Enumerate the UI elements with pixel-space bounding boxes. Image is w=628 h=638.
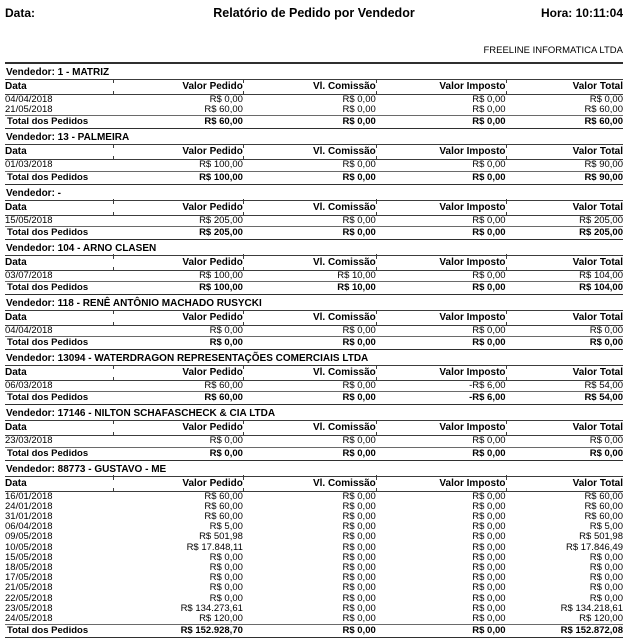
value-cell: R$ 60,00 bbox=[584, 511, 623, 523]
value-cell: R$ 0,00 bbox=[589, 562, 623, 574]
table-header-row bbox=[5, 255, 623, 270]
value-cell: R$ 0,00 bbox=[589, 94, 623, 105]
column-header: Valor Total bbox=[506, 421, 623, 436]
value-cell: R$ 0,00 bbox=[209, 94, 243, 105]
orders-table bbox=[5, 79, 623, 129]
total-value: R$ 54,00 bbox=[506, 392, 623, 405]
total-value: R$ 100,00 bbox=[113, 171, 243, 184]
company-name: FREELINE INFORMATICA LTDA bbox=[483, 45, 623, 56]
value-cell: R$ 60,00 bbox=[584, 490, 623, 502]
value-cell: R$ 0,00 bbox=[342, 521, 376, 533]
vendor-section bbox=[5, 352, 623, 405]
column-header: Valor Imposto bbox=[376, 80, 506, 95]
value-cell: R$ 0,00 bbox=[472, 94, 506, 105]
value-cell: R$ 501,98 bbox=[579, 531, 623, 543]
value-cell: R$ 60,00 bbox=[584, 104, 623, 116]
total-value: R$ 0,00 bbox=[243, 447, 376, 460]
date-cell: 04/04/2018 bbox=[5, 94, 53, 105]
table-row bbox=[5, 522, 623, 532]
column-header: Data bbox=[5, 145, 113, 160]
column-header: Valor Pedido bbox=[113, 80, 243, 95]
value-cell: R$ 0,00 bbox=[472, 613, 506, 625]
value-cell: R$ 0,00 bbox=[472, 500, 506, 512]
vendor-label: Vendedor: - bbox=[6, 187, 62, 199]
sections-container bbox=[5, 66, 623, 638]
value-cell: R$ 60,00 bbox=[204, 511, 243, 523]
value-cell: R$ 60,00 bbox=[584, 500, 623, 512]
vendor-label: Vendedor: 118 - RENÊ ANTÔNIO MACHADO RUSYCKI bbox=[6, 298, 262, 310]
value-cell: R$ 0,00 bbox=[209, 551, 243, 563]
total-value: R$ 152.928,70 bbox=[113, 625, 243, 638]
total-value: R$ 90,00 bbox=[506, 171, 623, 184]
date-cell: 21/05/2018 bbox=[5, 582, 53, 594]
value-cell: R$ 17.846,49 bbox=[565, 541, 623, 553]
table-row bbox=[5, 436, 623, 447]
value-cell: R$ 0,00 bbox=[472, 435, 506, 447]
column-header: Data bbox=[5, 311, 113, 326]
value-cell: R$ 0,00 bbox=[589, 592, 623, 604]
table-row bbox=[5, 105, 623, 116]
value-cell: R$ 5,00 bbox=[589, 521, 623, 533]
value-cell: R$ 17.848,11 bbox=[186, 541, 243, 553]
value-cell: R$ 0,00 bbox=[342, 214, 376, 226]
value-cell: R$ 0,00 bbox=[589, 325, 623, 337]
table-row bbox=[5, 614, 623, 625]
column-header: Valor Pedido bbox=[113, 311, 243, 326]
value-cell: R$ 0,00 bbox=[589, 435, 623, 447]
total-row bbox=[5, 447, 623, 460]
value-cell: R$ 0,00 bbox=[472, 490, 506, 502]
total-value: R$ 0,00 bbox=[243, 392, 376, 405]
total-value: R$ 0,00 bbox=[113, 337, 243, 350]
column-header: Valor Imposto bbox=[376, 200, 506, 215]
value-cell: R$ 0,00 bbox=[342, 562, 376, 574]
value-cell: R$ 0,00 bbox=[472, 159, 506, 171]
total-label: Total dos Pedidos bbox=[5, 171, 113, 184]
vendor-section bbox=[5, 407, 623, 460]
date-cell: 16/01/2018 bbox=[5, 490, 53, 502]
table-header-row bbox=[5, 200, 623, 215]
value-cell: R$ 100,00 bbox=[199, 159, 243, 171]
value-cell: R$ 0,00 bbox=[342, 582, 376, 594]
orders-table bbox=[5, 255, 623, 295]
value-cell: -R$ 6,00 bbox=[469, 380, 506, 392]
vendor-section bbox=[5, 66, 623, 129]
value-cell: R$ 60,00 bbox=[204, 500, 243, 512]
orders-table bbox=[5, 200, 623, 240]
table-row bbox=[5, 491, 623, 502]
value-cell: R$ 0,00 bbox=[472, 214, 506, 226]
value-cell: R$ 0,00 bbox=[472, 592, 506, 604]
date-cell: 09/05/2018 bbox=[5, 531, 53, 543]
total-value: R$ 0,00 bbox=[376, 282, 506, 295]
total-value: R$ 0,00 bbox=[243, 116, 376, 129]
total-value: R$ 100,00 bbox=[113, 282, 243, 295]
column-header: Valor Total bbox=[506, 255, 623, 270]
value-cell: R$ 120,00 bbox=[199, 613, 243, 625]
orders-table bbox=[5, 420, 623, 460]
date-cell: 24/01/2018 bbox=[5, 500, 53, 512]
vendor-section bbox=[5, 131, 623, 184]
value-cell: R$ 0,00 bbox=[472, 562, 506, 574]
column-header: Valor Total bbox=[506, 311, 623, 326]
date-label: Data: bbox=[5, 6, 36, 20]
total-row bbox=[5, 116, 623, 129]
total-label: Total dos Pedidos bbox=[5, 282, 113, 295]
header-divider bbox=[5, 62, 623, 64]
column-header: Valor Imposto bbox=[376, 311, 506, 326]
total-value: R$ 60,00 bbox=[113, 116, 243, 129]
total-value: R$ 10,00 bbox=[243, 282, 376, 295]
date-cell: 04/04/2018 bbox=[5, 325, 53, 337]
column-header: Data bbox=[5, 476, 113, 491]
value-cell: R$ 0,00 bbox=[342, 159, 376, 171]
value-cell: R$ 0,00 bbox=[342, 531, 376, 543]
value-cell: R$ 0,00 bbox=[472, 521, 506, 533]
total-value: R$ 0,00 bbox=[376, 447, 506, 460]
vendor-section bbox=[5, 242, 623, 295]
table-row bbox=[5, 543, 623, 553]
value-cell: R$ 0,00 bbox=[342, 551, 376, 563]
value-cell: R$ 0,00 bbox=[472, 572, 506, 584]
column-header: Data bbox=[5, 421, 113, 436]
orders-table bbox=[5, 365, 623, 405]
vendor-label: Vendedor: 13 - PALMEIRA bbox=[6, 132, 130, 144]
column-header: Valor Imposto bbox=[376, 145, 506, 160]
value-cell: R$ 134.273,61 bbox=[180, 602, 243, 614]
total-row bbox=[5, 625, 623, 638]
value-cell: R$ 0,00 bbox=[472, 269, 506, 281]
value-cell: R$ 0,00 bbox=[342, 325, 376, 337]
value-cell: R$ 0,00 bbox=[472, 104, 506, 116]
value-cell: R$ 0,00 bbox=[342, 511, 376, 523]
value-cell: R$ 10,00 bbox=[337, 269, 376, 281]
value-cell: R$ 0,00 bbox=[472, 531, 506, 543]
table-header-row bbox=[5, 421, 623, 436]
total-value: R$ 0,00 bbox=[506, 337, 623, 350]
vendor-section bbox=[5, 463, 623, 638]
column-header: Data bbox=[5, 200, 113, 215]
table-row bbox=[5, 563, 623, 573]
value-cell: R$ 0,00 bbox=[342, 104, 376, 116]
date-cell: 31/01/2018 bbox=[5, 511, 53, 523]
value-cell: R$ 0,00 bbox=[342, 380, 376, 392]
value-cell: R$ 0,00 bbox=[589, 582, 623, 594]
table-header-row bbox=[5, 476, 623, 491]
vendor-section bbox=[5, 187, 623, 240]
value-cell: R$ 104,00 bbox=[579, 269, 623, 281]
value-cell: R$ 0,00 bbox=[342, 602, 376, 614]
total-label: Total dos Pedidos bbox=[5, 625, 113, 638]
total-value: R$ 0,00 bbox=[113, 447, 243, 460]
column-header: Valor Total bbox=[506, 366, 623, 381]
total-value: R$ 0,00 bbox=[243, 337, 376, 350]
value-cell: R$ 0,00 bbox=[209, 592, 243, 604]
value-cell: R$ 501,98 bbox=[199, 531, 243, 543]
vendor-section bbox=[5, 297, 623, 350]
column-header: Valor Pedido bbox=[113, 255, 243, 270]
total-value: R$ 104,00 bbox=[506, 282, 623, 295]
vendor-label: Vendedor: 104 - ARNO CLASEN bbox=[6, 242, 157, 254]
column-header: Valor Imposto bbox=[376, 476, 506, 491]
value-cell: R$ 100,00 bbox=[199, 269, 243, 281]
value-cell: R$ 0,00 bbox=[472, 582, 506, 594]
column-header: Valor Pedido bbox=[113, 366, 243, 381]
table-header-row bbox=[5, 366, 623, 381]
table-row bbox=[5, 573, 623, 583]
orders-table bbox=[5, 310, 623, 350]
table-row bbox=[5, 270, 623, 281]
value-cell: R$ 0,00 bbox=[472, 541, 506, 553]
value-cell: R$ 60,00 bbox=[204, 380, 243, 392]
table-row bbox=[5, 553, 623, 563]
value-cell: R$ 0,00 bbox=[472, 325, 506, 337]
table-header-row bbox=[5, 311, 623, 326]
table-row bbox=[5, 95, 623, 106]
table-row bbox=[5, 532, 623, 542]
date-cell: 22/05/2018 bbox=[5, 592, 53, 604]
date-cell: 01/03/2018 bbox=[5, 159, 53, 171]
table-row bbox=[5, 583, 623, 593]
total-value: R$ 60,00 bbox=[506, 116, 623, 129]
value-cell: R$ 0,00 bbox=[209, 572, 243, 584]
total-row bbox=[5, 226, 623, 239]
value-cell: R$ 0,00 bbox=[342, 94, 376, 105]
value-cell: R$ 0,00 bbox=[342, 613, 376, 625]
date-cell: 17/05/2018 bbox=[5, 572, 53, 584]
time-label: Hora: 10:11:04 bbox=[540, 6, 623, 20]
value-cell: R$ 0,00 bbox=[589, 572, 623, 584]
table-row bbox=[5, 604, 623, 614]
column-header: Vl. Comissão bbox=[243, 421, 376, 436]
total-row bbox=[5, 171, 623, 184]
table-header-row bbox=[5, 145, 623, 160]
orders-table bbox=[5, 144, 623, 184]
column-header: Valor Total bbox=[506, 200, 623, 215]
total-value: R$ 60,00 bbox=[113, 392, 243, 405]
date-cell: 03/07/2018 bbox=[5, 269, 53, 281]
vendor-label: Vendedor: 88773 - GUSTAVO - ME bbox=[6, 463, 167, 475]
column-header: Valor Total bbox=[506, 145, 623, 160]
value-cell: R$ 205,00 bbox=[199, 214, 243, 226]
orders-table bbox=[5, 476, 623, 638]
column-header: Vl. Comissão bbox=[243, 255, 376, 270]
table-row bbox=[5, 512, 623, 522]
date-cell: 15/05/2018 bbox=[5, 214, 53, 226]
column-header: Data bbox=[5, 255, 113, 270]
column-header: Valor Total bbox=[506, 476, 623, 491]
value-cell: R$ 0,00 bbox=[342, 541, 376, 553]
report-header bbox=[5, 0, 623, 20]
value-cell: R$ 0,00 bbox=[342, 435, 376, 447]
value-cell: R$ 0,00 bbox=[589, 551, 623, 563]
total-value: R$ 0,00 bbox=[243, 226, 376, 239]
value-cell: R$ 0,00 bbox=[209, 325, 243, 337]
vendor-label: Vendedor: 13094 - WATERDRAGON REPRESENTAÇÕES COMERCIAIS LTDA bbox=[6, 353, 369, 365]
value-cell: R$ 134.218,61 bbox=[560, 602, 623, 614]
column-header: Data bbox=[5, 80, 113, 95]
column-header: Valor Pedido bbox=[113, 421, 243, 436]
date-cell: 06/04/2018 bbox=[5, 521, 53, 533]
column-header: Vl. Comissão bbox=[243, 311, 376, 326]
value-cell: R$ 0,00 bbox=[342, 500, 376, 512]
column-header: Valor Pedido bbox=[113, 200, 243, 215]
column-header: Valor Imposto bbox=[376, 255, 506, 270]
total-row bbox=[5, 282, 623, 295]
value-cell: R$ 0,00 bbox=[342, 592, 376, 604]
column-header: Valor Imposto bbox=[376, 366, 506, 381]
date-cell: 23/03/2018 bbox=[5, 435, 53, 447]
page-title: Relatório de Pedido por Vendedor bbox=[213, 6, 415, 20]
date-cell: 15/05/2018 bbox=[5, 551, 53, 563]
table-row bbox=[5, 502, 623, 512]
table-row bbox=[5, 215, 623, 226]
total-value: R$ 205,00 bbox=[506, 226, 623, 239]
total-value: R$ 0,00 bbox=[243, 171, 376, 184]
total-value: -R$ 6,00 bbox=[376, 392, 506, 405]
column-header: Valor Pedido bbox=[113, 145, 243, 160]
total-value: R$ 152.872,08 bbox=[506, 625, 623, 638]
total-value: R$ 0,00 bbox=[376, 625, 506, 638]
total-value: R$ 0,00 bbox=[376, 171, 506, 184]
total-value: R$ 0,00 bbox=[376, 337, 506, 350]
value-cell: R$ 0,00 bbox=[472, 511, 506, 523]
vendor-label: Vendedor: 1 - MATRIZ bbox=[6, 67, 110, 78]
column-header: Valor Imposto bbox=[376, 421, 506, 436]
value-cell: R$ 54,00 bbox=[584, 380, 623, 392]
total-value: R$ 0,00 bbox=[243, 625, 376, 638]
value-cell: R$ 0,00 bbox=[209, 582, 243, 594]
total-label: Total dos Pedidos bbox=[5, 116, 113, 129]
date-cell: 23/05/2018 bbox=[5, 602, 53, 614]
total-value: R$ 0,00 bbox=[376, 116, 506, 129]
value-cell: R$ 0,00 bbox=[342, 572, 376, 584]
value-cell: R$ 0,00 bbox=[209, 562, 243, 574]
date-cell: 18/05/2018 bbox=[5, 562, 53, 574]
total-value: R$ 0,00 bbox=[376, 226, 506, 239]
table-row bbox=[5, 326, 623, 337]
column-header: Valor Total bbox=[506, 80, 623, 95]
total-label: Total dos Pedidos bbox=[5, 447, 113, 460]
value-cell: R$ 0,00 bbox=[342, 490, 376, 502]
value-cell: R$ 0,00 bbox=[472, 551, 506, 563]
column-header: Vl. Comissão bbox=[243, 80, 376, 95]
column-header: Vl. Comissão bbox=[243, 200, 376, 215]
total-row bbox=[5, 337, 623, 350]
value-cell: R$ 0,00 bbox=[472, 602, 506, 614]
date-cell: 21/05/2018 bbox=[5, 104, 53, 116]
column-header: Data bbox=[5, 366, 113, 381]
table-header-row bbox=[5, 80, 623, 95]
date-cell: 24/05/2018 bbox=[5, 613, 53, 625]
value-cell: R$ 205,00 bbox=[579, 214, 623, 226]
total-label: Total dos Pedidos bbox=[5, 226, 113, 239]
column-header: Valor Pedido bbox=[113, 476, 243, 491]
value-cell: R$ 120,00 bbox=[579, 613, 623, 625]
value-cell: R$ 0,00 bbox=[209, 435, 243, 447]
vendor-label: Vendedor: 17146 - NILTON SCHAFASCHECK & CIA LTDA bbox=[6, 408, 276, 420]
column-header: Vl. Comissão bbox=[243, 476, 376, 491]
total-label: Total dos Pedidos bbox=[5, 392, 113, 405]
total-label: Total dos Pedidos bbox=[5, 337, 113, 350]
total-value: R$ 205,00 bbox=[113, 226, 243, 239]
value-cell: R$ 5,00 bbox=[209, 521, 243, 533]
date-cell: 10/05/2018 bbox=[5, 541, 53, 553]
total-value: R$ 0,00 bbox=[506, 447, 623, 460]
table-row bbox=[5, 381, 623, 392]
column-header: Vl. Comissão bbox=[243, 366, 376, 381]
table-row bbox=[5, 594, 623, 604]
value-cell: R$ 90,00 bbox=[584, 159, 623, 171]
date-cell: 06/03/2018 bbox=[5, 380, 53, 392]
total-row bbox=[5, 392, 623, 405]
value-cell: R$ 60,00 bbox=[204, 490, 243, 502]
value-cell: R$ 60,00 bbox=[204, 104, 243, 116]
table-row bbox=[5, 160, 623, 171]
column-header: Vl. Comissão bbox=[243, 145, 376, 160]
